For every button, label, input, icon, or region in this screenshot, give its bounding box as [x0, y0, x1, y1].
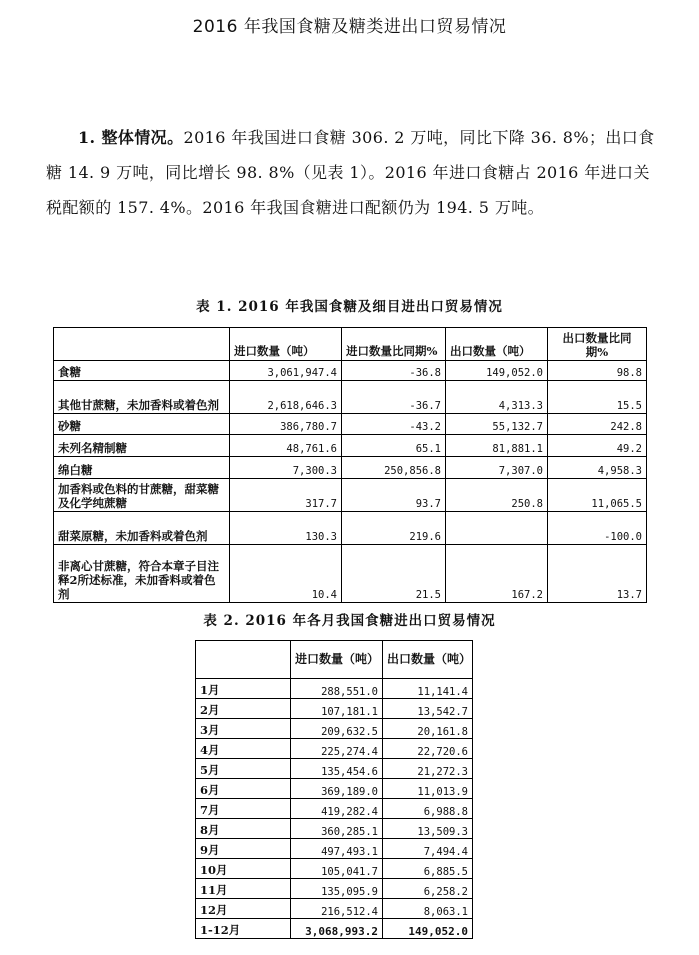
- product-name: 其他甘蔗糖，未加香料或着色剂: [54, 381, 230, 414]
- export-yoy: 242.8: [548, 414, 647, 435]
- total-row: [196, 919, 473, 939]
- import-yoy: 93.7: [342, 479, 446, 512]
- export-qty: 11,013.9: [383, 779, 473, 799]
- table-row: [54, 435, 647, 457]
- product-name: 非离心甘蔗糖，符合本章子目注释2所述标准，未加香料或着色剂: [54, 545, 230, 603]
- product-name: 未列名精制糖: [54, 435, 230, 457]
- month-label: 8月: [196, 819, 291, 839]
- table1-header-import-yoy: 进口数量比同期%: [342, 328, 446, 361]
- table-row: [196, 779, 473, 799]
- import-qty: 135,454.6: [291, 759, 383, 779]
- table1-caption: 表 1. 2016 年我国食糖及细目进出口贸易情况: [196, 299, 503, 315]
- table1-header-export-yoy: 出口数量比同期%: [548, 328, 647, 361]
- total-export-qty: 149,052.0: [383, 919, 473, 939]
- import-yoy: -43.2: [342, 414, 446, 435]
- export-qty: 7,494.4: [383, 839, 473, 859]
- export-qty: [446, 512, 548, 545]
- export-qty: 8,063.1: [383, 899, 473, 919]
- export-qty: 13,542.7: [383, 699, 473, 719]
- export-qty: 250.8: [446, 479, 548, 512]
- overview-text: 2016 年我国进口食糖 306. 2 万吨，同比下降 36. 8%；出口食糖 14. 9 万吨，同比增长 98. 8%（见表 1）。2016 年进口食糖占 2016 年进口关税配额的 157. 4%。2016 年我国食糖进口配额仍为 194. 5 万吨。: [46, 128, 655, 217]
- export-qty: 11,141.4: [383, 679, 473, 699]
- table-row: [196, 859, 473, 879]
- table-row: [54, 512, 647, 545]
- export-qty: 167.2: [446, 545, 548, 603]
- export-qty: 4,313.3: [446, 381, 548, 414]
- table2-header-import-qty: 进口数量（吨）: [291, 641, 383, 679]
- product-name: 甜菜原糖，未加香料或着色剂: [54, 512, 230, 545]
- table-row: [54, 479, 647, 512]
- table-row: [196, 819, 473, 839]
- import-qty: 7,300.3: [230, 457, 342, 479]
- table-row: [196, 759, 473, 779]
- month-label: 11月: [196, 879, 291, 899]
- product-name: 绵白糖: [54, 457, 230, 479]
- table-row: [196, 899, 473, 919]
- product-name: 砂糖: [54, 414, 230, 435]
- import-qty: 317.7: [230, 479, 342, 512]
- import-qty: 419,282.4: [291, 799, 383, 819]
- table2-header-export-qty: 出口数量（吨）: [383, 641, 473, 679]
- table-row: [196, 839, 473, 859]
- export-yoy: 49.2: [548, 435, 647, 457]
- import-qty: 209,632.5: [291, 719, 383, 739]
- export-qty: 22,720.6: [383, 739, 473, 759]
- table1-header-import-qty: 进口数量（吨）: [230, 328, 342, 361]
- table1-header-export-qty: 出口数量（吨）: [446, 328, 548, 361]
- month-label: 6月: [196, 779, 291, 799]
- import-qty: 225,274.4: [291, 739, 383, 759]
- table-row: [54, 361, 647, 381]
- table-row: [196, 879, 473, 899]
- table2-header-month: [196, 641, 291, 679]
- import-qty: 48,761.6: [230, 435, 342, 457]
- month-label: 4月: [196, 739, 291, 759]
- table-row: [54, 381, 647, 414]
- export-yoy: 4,958.3: [548, 457, 647, 479]
- table-row: [54, 457, 647, 479]
- sugar-trade-table: [53, 327, 647, 603]
- table-row: [196, 679, 473, 699]
- import-qty: 360,285.1: [291, 819, 383, 839]
- document-title: 2016 年我国食糖及糖类进出口贸易情况: [192, 17, 507, 37]
- export-qty: 21,272.3: [383, 759, 473, 779]
- table-row: [196, 719, 473, 739]
- month-label: 5月: [196, 759, 291, 779]
- export-qty: 6,885.5: [383, 859, 473, 879]
- import-yoy: 21.5: [342, 545, 446, 603]
- overview-paragraph: [46, 120, 658, 225]
- total-label: 1-12月: [196, 919, 291, 939]
- month-label: 3月: [196, 719, 291, 739]
- export-qty: 20,161.8: [383, 719, 473, 739]
- table-row: [196, 799, 473, 819]
- table1-header-row: [54, 328, 647, 361]
- import-qty: 2,618,646.3: [230, 381, 342, 414]
- import-qty: 288,551.0: [291, 679, 383, 699]
- export-qty: 149,052.0: [446, 361, 548, 381]
- import-qty: 216,512.4: [291, 899, 383, 919]
- export-yoy: -100.0: [548, 512, 647, 545]
- import-yoy: 219.6: [342, 512, 446, 545]
- export-yoy: 11,065.5: [548, 479, 647, 512]
- export-qty: 13,509.3: [383, 819, 473, 839]
- monthly-trade-table: [195, 640, 473, 939]
- month-label: 1月: [196, 679, 291, 699]
- import-qty: 105,041.7: [291, 859, 383, 879]
- export-qty: 81,881.1: [446, 435, 548, 457]
- table-row: [196, 699, 473, 719]
- month-label: 2月: [196, 699, 291, 719]
- import-yoy: -36.8: [342, 361, 446, 381]
- table2-caption: 表 2. 2016 年各月我国食糖进出口贸易情况: [203, 613, 496, 629]
- import-qty: 107,181.1: [291, 699, 383, 719]
- export-yoy: 98.8: [548, 361, 647, 381]
- total-import-qty: 3,068,993.2: [291, 919, 383, 939]
- export-yoy: 13.7: [548, 545, 647, 603]
- import-yoy: 250,856.8: [342, 457, 446, 479]
- product-name: 食糖: [54, 361, 230, 381]
- month-label: 7月: [196, 799, 291, 819]
- import-qty: 135,095.9: [291, 879, 383, 899]
- import-qty: 369,189.0: [291, 779, 383, 799]
- import-qty: 386,780.7: [230, 414, 342, 435]
- month-label: 12月: [196, 899, 291, 919]
- export-qty: 7,307.0: [446, 457, 548, 479]
- product-name: 加香料或色料的甘蔗糖，甜菜糖及化学纯蔗糖: [54, 479, 230, 512]
- table2-header-row: [196, 641, 473, 679]
- export-yoy: 15.5: [548, 381, 647, 414]
- overview-lead: 1. 整体情况。: [78, 128, 184, 147]
- import-yoy: -36.7: [342, 381, 446, 414]
- import-qty: 3,061,947.4: [230, 361, 342, 381]
- export-qty: 6,988.8: [383, 799, 473, 819]
- table-row: [196, 739, 473, 759]
- import-qty: 130.3: [230, 512, 342, 545]
- table-row: [54, 414, 647, 435]
- import-yoy: 65.1: [342, 435, 446, 457]
- export-qty: 6,258.2: [383, 879, 473, 899]
- month-label: 9月: [196, 839, 291, 859]
- table1-header-name: [54, 328, 230, 361]
- export-qty: 55,132.7: [446, 414, 548, 435]
- import-qty: 497,493.1: [291, 839, 383, 859]
- month-label: 10月: [196, 859, 291, 879]
- import-qty: 10.4: [230, 545, 342, 603]
- table-row: [54, 545, 647, 603]
